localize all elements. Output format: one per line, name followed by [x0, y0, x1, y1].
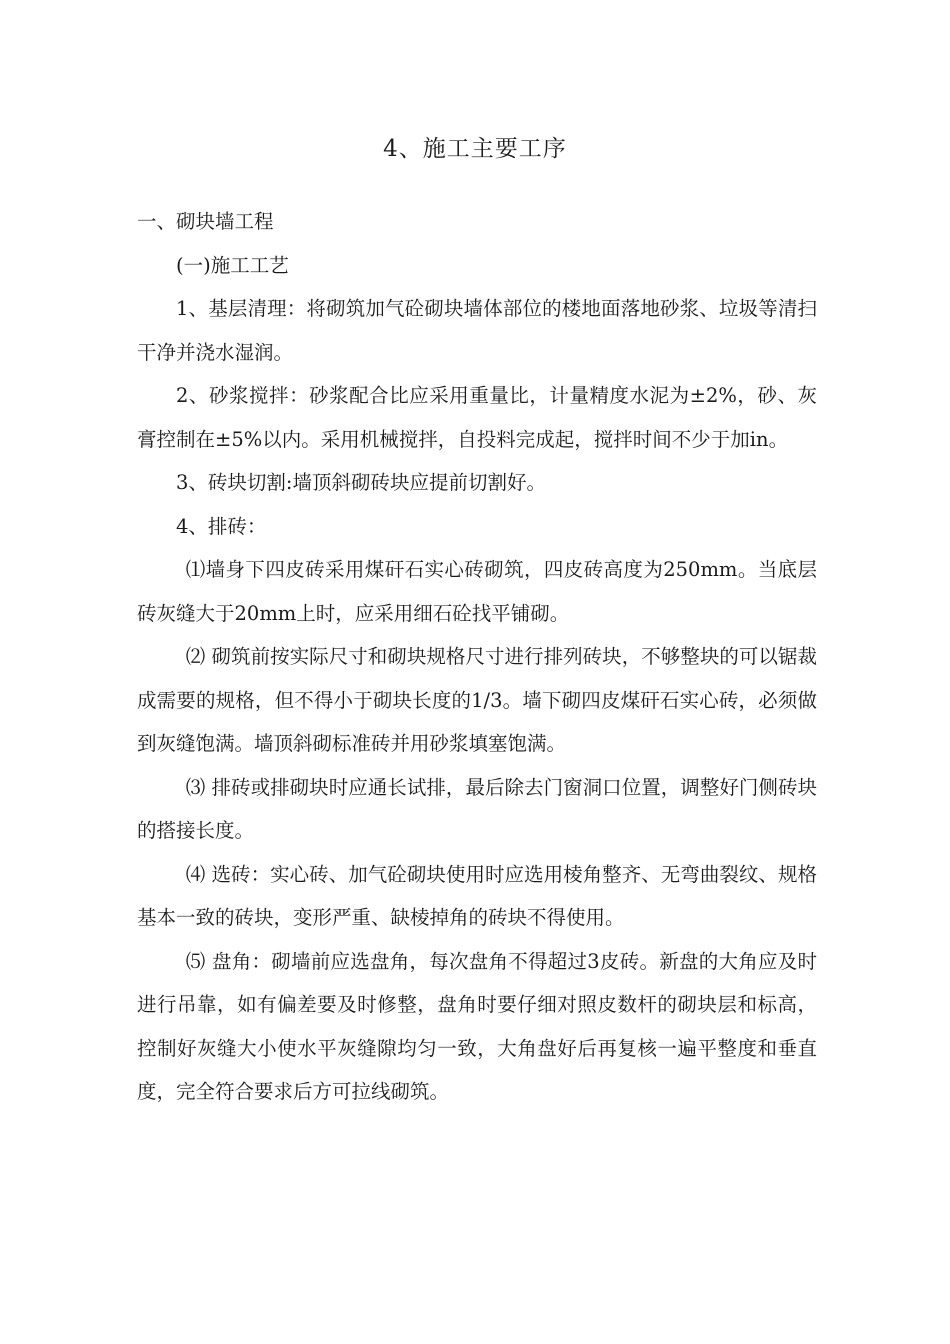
paragraph-brick-arrangement: 4、排砖：: [176, 514, 267, 538]
page-title: 4、施工主要工序: [383, 136, 567, 162]
subsection-heading: (一)施工工艺: [176, 253, 289, 277]
paragraph-base-cleaning: 1、基层清理：将砌筑加气砼砌块墙体部位的楼地面落地砂浆、垃圾等清扫干净并浇水湿润。: [137, 297, 817, 364]
paragraph-item-1: ⑴墙身下四皮砖采用煤矸石实心砖砌筑，四皮砖高度为250mm。当底层砖灰缝大于20mm上时，应采用细石砼找平铺砌。: [137, 558, 817, 625]
document-body: [137, 200, 817, 1114]
paragraph-mortar-mixing: 2、砂浆搅拌：砂浆配合比应采用重量比，计量精度水泥为±2%，砂、灰膏控制在±5%以内。采用机械搅拌，自投料完成起，搅拌时间不少于加in。: [137, 384, 817, 451]
paragraph-brick-cutting: 3、砖块切割:墙顶斜砌砖块应提前切割好。: [176, 471, 546, 494]
paragraph-item-2: ⑵ 砌筑前按实际尺寸和砌块规格尺寸进行排列砖块，不够整块的可以锯裁成需要的规格，但不得小于砌块长度的1/3。墙下砌四皮煤矸石实心砖，必须做到灰缝饱满。墙顶斜砌标准砖并用砂浆填塞饱满。: [137, 645, 817, 755]
paragraph-item-4: ⑷ 选砖：实心砖、加气砼砌块使用时应选用棱角整齐、无弯曲裂纹、规格基本一致的砖块，变形严重、缺棱掉角的砖块不得使用。: [137, 862, 817, 929]
paragraph-item-5: ⑸ 盘角：砌墙前应选盘角，每次盘角不得超过3皮砖。新盘的大角应及时进行吊靠，如有偏差要及时修整，盘角时要仔细对照皮数杆的砌块层和标高，控制好灰缝大小使水平灰缝隙均匀一致，大角盘好后再复核一遍平整度和垂直度，完全符合要求后方可拉线砌筑。: [137, 949, 817, 1103]
paragraph-item-3: ⑶ 排砖或排砌块时应通长试排，最后除去门窗洞口位置，调整好门侧砖块的搭接长度。: [137, 775, 817, 842]
section-heading: 一、砌块墙工程: [137, 210, 274, 233]
